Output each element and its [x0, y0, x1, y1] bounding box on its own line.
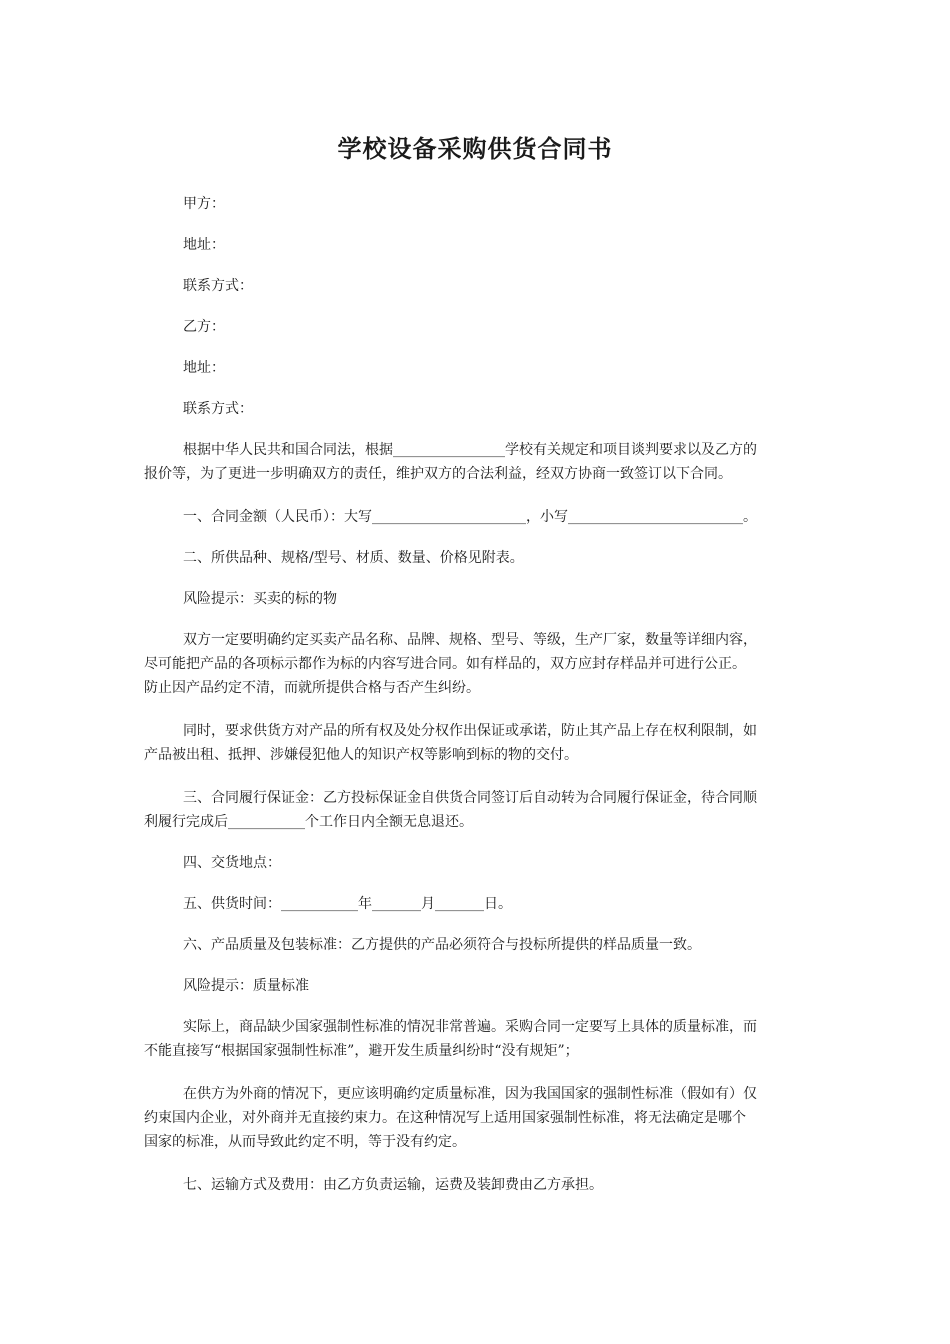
risk-note-1-paragraph-2-line-2: 产品被出租、抵押、涉嫌侵犯他人的知识产权等影响到标的物的交付。 — [144, 747, 578, 763]
risk-note-1-paragraph-1-line-2: 尽可能把产品的各项标示都作为标的内容写进合同。如有样品的，双方应封存样品并可进行公正。 — [144, 656, 746, 672]
party-a-contact-label: 联系方式： — [183, 278, 253, 294]
intro-paragraph-line-1: 根据中华人民共和国合同法，根据________________学校有关规定和项目谈判要求以及乙方的 — [183, 442, 757, 458]
clause-6-quality-standard: 六、产品质量及包装标准：乙方提供的产品必须符合与投标所提供的样品质量一致。 — [183, 937, 701, 953]
clause-7-transport: 七、运输方式及费用：由乙方负责运输，运费及装卸费由乙方承担。 — [183, 1177, 603, 1193]
risk-note-1-paragraph-2-line-1: 同时，要求供货方对产品的所有权及处分权作出保证或承诺，防止其产品上存在权利限制，如 — [183, 723, 757, 739]
page-title: 学校设备采购供货合同书 — [337, 134, 613, 163]
clause-5-delivery-time: 五、供货时间：___________年_______月_______日。 — [183, 896, 512, 912]
party-a-label: 甲方： — [183, 196, 225, 212]
risk-note-2-heading: 风险提示：质量标准 — [183, 978, 309, 994]
clause-3-performance-bond-line-2: 利履行完成后___________个工作日内全额无息退还。 — [144, 814, 473, 830]
risk-note-2-paragraph-2-line-2: 约束国内企业，对外商并无直接约束力。在这种情况写上适用国家强制性标准，将无法确定是哪个 — [144, 1110, 746, 1126]
risk-note-2-paragraph-2-line-1: 在供方为外商的情况下，更应该明确约定质量标准，因为我国国家的强制性标准（假如有）仅 — [183, 1086, 757, 1102]
clause-3-performance-bond-line-1: 三、合同履行保证金：乙方投标保证金自供货合同签订后自动转为合同履行保证金，待合同顺 — [183, 790, 757, 806]
clause-4-delivery-location: 四、交货地点： — [183, 855, 281, 871]
clause-2-specifications: 二、所供品种、规格/型号、材质、数量、价格见附表。 — [183, 550, 524, 566]
party-b-contact-label: 联系方式： — [183, 401, 253, 417]
risk-note-2-paragraph-2-line-3: 国家的标准，从而导致此约定不明，等于没有约定。 — [144, 1134, 466, 1150]
clause-1-contract-amount: 一、合同金额（人民币）：大写______________________，小写_________________________。 — [183, 509, 757, 525]
risk-note-1-heading: 风险提示：买卖的标的物 — [183, 591, 337, 607]
risk-note-2-paragraph-1-line-1: 实际上，商品缺少国家强制性标准的情况非常普遍。采购合同一定要写上具体的质量标准，而 — [183, 1019, 757, 1035]
party-b-label: 乙方： — [183, 319, 225, 335]
party-b-address-label: 地址： — [183, 360, 225, 376]
risk-note-2-paragraph-1-line-2: 不能直接写“根据国家强制性标准”，避开发生质量纠纷时“没有规矩”； — [144, 1043, 579, 1059]
party-a-address-label: 地址： — [183, 237, 225, 253]
risk-note-1-paragraph-1-line-3: 防止因产品约定不清，而就所提供合格与否产生纠纷。 — [144, 680, 480, 696]
intro-paragraph-line-2: 报价等，为了更进一步明确双方的责任，维护双方的合法利益，经双方协商一致签订以下合同。 — [144, 466, 732, 482]
risk-note-1-paragraph-1-line-1: 双方一定要明确约定买卖产品名称、品牌、规格、型号、等级，生产厂家，数量等详细内容， — [183, 632, 757, 648]
